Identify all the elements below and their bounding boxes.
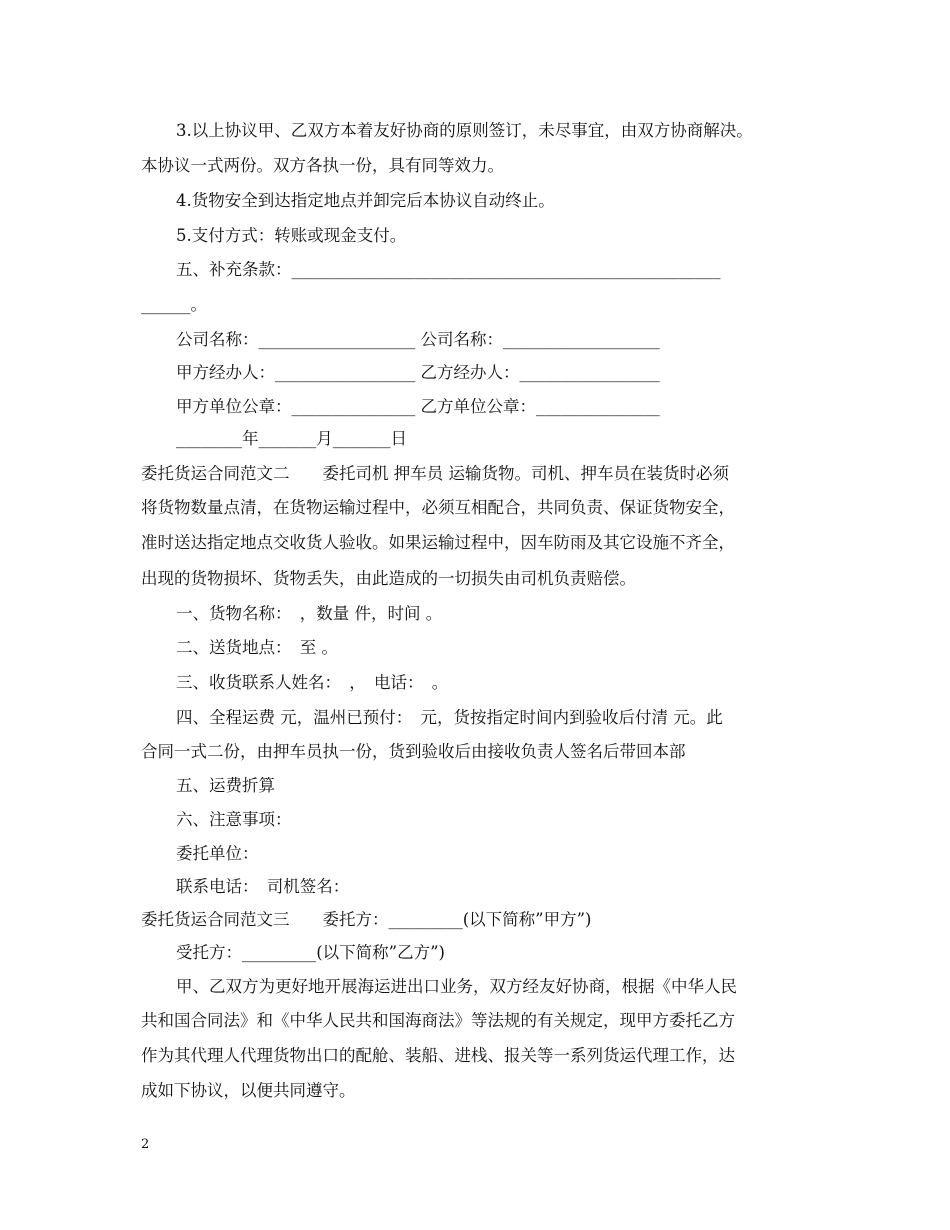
paragraph-line: 4.货物安全到达指定地点并卸完后本协议自动终止。 bbox=[176, 191, 555, 210]
page-number: 2 bbox=[141, 1137, 150, 1152]
paragraph-line: 将货物数量点清，在货物运输过程中，必须互相配合，共同负责、保证货物安全， bbox=[141, 498, 735, 517]
paragraph-line: 五、运费折算 bbox=[176, 776, 275, 795]
handler-line: 甲方经办人：_________________ 乙方经办人：_________________ bbox=[176, 363, 660, 382]
paragraph-line: 联系电话： 司机签名： bbox=[176, 877, 350, 896]
paragraph-line: 受托方：_________(以下简称”乙方”) bbox=[176, 943, 445, 962]
paragraph-line: 合同一式二份，由押车员执一份，货到验收后由接收负责人签名后带回本部 bbox=[141, 742, 686, 761]
seal-line: 甲方单位公章：_______________ 乙方单位公章：_______________ bbox=[176, 397, 660, 416]
section-heading-line: 委托货运合同范文三 委托方：_________(以下简称”甲方”) bbox=[141, 910, 592, 929]
date-line: ________年_______月_______日 bbox=[176, 429, 407, 448]
section-heading-line: 委托货运合同范文二 委托司机 押车员 运输货物。司机、押车员在装货时必须 bbox=[141, 464, 729, 483]
paragraph-line: 共和国合同法》和《中华人民共和国海商法》等法规的有关规定，现甲方委托乙方 bbox=[141, 1011, 735, 1030]
paragraph-line: 本协议一式两份。双方各执一份，具有同等效力。 bbox=[141, 156, 504, 175]
paragraph-line: 3.以上协议甲、乙双方本着友好协商的原则签订，未尽事宜，由双方协商解决。 bbox=[176, 121, 753, 140]
company-name-line: 公司名称：___________________ 公司名称：___________________ bbox=[176, 330, 660, 349]
paragraph-line: 六、注意事项： bbox=[176, 810, 292, 829]
paragraph-line: 5.支付方式：转账或现金支付。 bbox=[176, 226, 407, 245]
supplementary-clause-line: 五、补充条款：____________________________________________________ bbox=[176, 260, 721, 279]
paragraph-line: 成如下协议，以便共同遵守。 bbox=[141, 1081, 356, 1100]
paragraph-line: ______。 bbox=[141, 295, 207, 314]
paragraph-line: 委托单位： bbox=[176, 844, 259, 863]
paragraph-line: 准时送达指定地点交收货人验收。如果运输过程中，因车防雨及其它设施不齐全， bbox=[141, 533, 735, 552]
paragraph-line: 一、货物名称： ，数量 件，时间 。 bbox=[176, 604, 443, 623]
paragraph-line: 三、收货联系人姓名： ， 电话： 。 bbox=[176, 673, 449, 692]
paragraph-line: 作为其代理人代理货物出口的配舱、装船、进栈、报关等一系列货运代理工作，达 bbox=[141, 1046, 735, 1065]
paragraph-line: 甲、乙双方为更好地开展海运进出口业务，双方经友好协商，根据《中华人民 bbox=[176, 977, 737, 996]
paragraph-line: 二、送货地点： 至 。 bbox=[176, 638, 338, 657]
paragraph-line: 出现的货物损坏、货物丢失，由此造成的一切损失由司机负责赔偿。 bbox=[141, 569, 636, 588]
paragraph-line: 四、全程运费 元，温州已预付： 元，货按指定时间内到验收后付清 元。此 bbox=[176, 708, 723, 727]
